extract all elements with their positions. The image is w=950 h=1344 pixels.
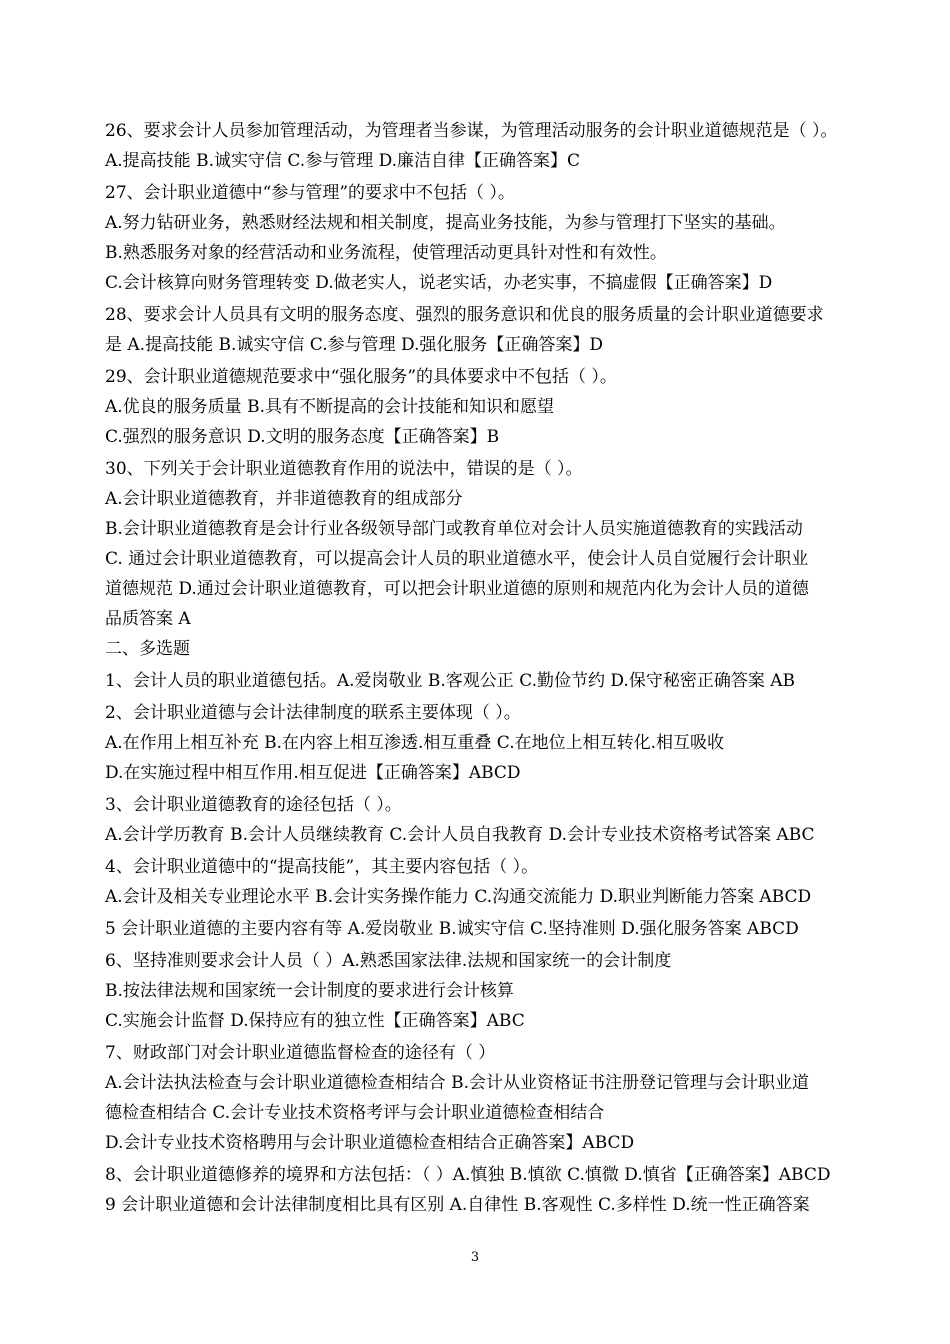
text-line: A.在作用上相互补充 B.在内容上相互渗透.相互重叠 C.在地位上相互转化.相互吸收 — [105, 733, 724, 753]
text-line: C.会计核算向财务管理转变 D.做老实人，说老实话，办老实事，不搞虚假【正确答案】D — [105, 273, 773, 293]
text-line: 2、会计职业道德与会计法律制度的联系主要体现（ ）。 — [105, 703, 521, 723]
text-line: 3、会计职业道德教育的途径包括（ ）。 — [105, 795, 402, 815]
text-line: B.熟悉服务对象的经营活动和业务流程，使管理活动更具针对性和有效性。 — [105, 243, 667, 263]
page-number: 3 — [470, 1250, 480, 1265]
text-line: A.会计法执法检查与会计职业道德检查相结合 B.会计从业资格证书注册登记管理与会计职业道 — [105, 1073, 809, 1093]
text-line: D.在实施过程中相互作用.相互促进【正确答案】ABCD — [105, 763, 521, 783]
text-line: 8、会计职业道德修养的境界和方法包括：（ ）A.慎独 B.慎欲 C.慎微 D.慎省【正确答案】ABCD — [105, 1165, 831, 1185]
text-line: 26、要求会计人员参加管理活动，为管理者当参谋，为管理活动服务的会计职业道德规范是（ ）。 — [105, 121, 838, 141]
text-line: C. 通过会计职业道德教育，可以提高会计人员的职业道德水平，使会计人员自觉履行会计职业 — [105, 549, 809, 569]
text-line: C.实施会计监督 D.保持应有的独立性【正确答案】ABC — [105, 1011, 525, 1031]
text-line: B.按法律法规和国家统一会计制度的要求进行会计核算 — [105, 981, 514, 1001]
text-line: 4、会计职业道德中的“提高技能”，其主要内容包括（ ）。 — [105, 857, 539, 877]
text-line: 是 A.提高技能 B.诚实守信 C.参与管理 D.强化服务【正确答案】D — [105, 335, 604, 355]
text-line: 9 会计职业道德和会计法律制度相比具有区别 A.自律性 B.客观性 C.多样性 D.统一性正确答案 — [105, 1195, 810, 1215]
text-line: 1、会计人员的职业道德包括。A.爱岗敬业 B.客观公正 C.勤俭节约 D.保守秘密正确答案 AB — [105, 671, 796, 691]
text-line: 27、会计职业道德中“参与管理”的要求中不包括（ ）。 — [105, 183, 515, 203]
text-line: B.会计职业道德教育是会计行业各级领导部门或教育单位对会计人员实施道德教育的实践活动 — [105, 519, 803, 539]
text-line: A.提高技能 B.诚实守信 C.参与管理 D.廉洁自律【正确答案】C — [105, 151, 581, 171]
text-line: 德检查相结合 C.会计专业技术资格考评与会计职业道德检查相结合 — [105, 1103, 605, 1123]
text-line: 道德规范 D.通过会计职业道德教育，可以把会计职业道德的原则和规范内化为会计人员的道德 — [105, 579, 809, 599]
text-line: 29、会计职业道德规范要求中“强化服务”的具体要求中不包括（ ）。 — [105, 367, 617, 387]
document-body — [105, 116, 910, 1220]
text-line: 7、财政部门对会计职业道德监督检查的途径有（ ） — [105, 1043, 496, 1063]
text-line: C.强烈的服务意识 D.文明的服务态度【正确答案】B — [105, 427, 500, 447]
text-line: 30、下列关于会计职业道德教育作用的说法中，错误的是（ ）。 — [105, 459, 583, 479]
text-line: 6、坚持准则要求会计人员（ ）A.熟悉国家法律.法规和国家统一的会计制度 — [105, 951, 672, 971]
text-line: A.会计学历教育 B.会计人员继续教育 C.会计人员自我教育 D.会计专业技术资格考试答案 ABC — [105, 825, 815, 845]
text-line: A.努力钻研业务，熟悉财经法规和相关制度，提高业务技能，为参与管理打下坚实的基础。 — [105, 213, 786, 233]
text-line: A.优良的服务质量 B.具有不断提高的会计技能和知识和愿望 — [105, 397, 554, 417]
text-line: 5 会计职业道德的主要内容有等 A.爱岗敬业 B.诚实守信 C.坚持准则 D.强化服务答案 ABCD — [105, 919, 799, 939]
text-line: 品质答案 A — [105, 609, 191, 629]
text-line: 28、要求会计人员具有文明的服务态度、强烈的服务意识和优良的服务质量的会计职业道德要求 — [105, 305, 824, 325]
text-line: D.会计专业技术资格聘用与会计职业道德检查相结合正确答案】ABCD — [105, 1133, 635, 1153]
text-line: A.会计职业道德教育，并非道德教育的组成部分 — [105, 489, 463, 509]
section-heading: 二、多选题 — [105, 639, 190, 659]
text-line: A.会计及相关专业理论水平 B.会计实务操作能力 C.沟通交流能力 D.职业判断能力答案 ABCD — [105, 887, 812, 907]
